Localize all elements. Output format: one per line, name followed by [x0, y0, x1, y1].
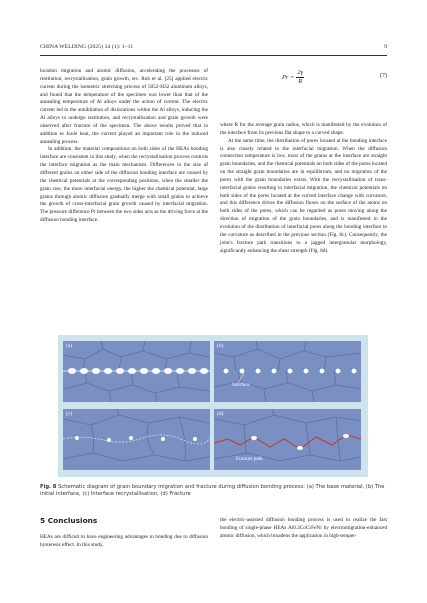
equation-fraction — [296, 69, 304, 86]
figure-8 — [58, 335, 368, 477]
journal-citation: CHINA WELDING (2025) 34 (1): 1–11 — [40, 44, 134, 50]
grain-structure-b — [214, 341, 361, 402]
paragraph: the electric-assisted diffusion bonding process is used to realize the fast bonding of single-phase HEAs Al0.3CoCrFeNi by electromigration-enhanced atomic diffusion, which broadens the application in high-temper- — [220, 517, 387, 539]
equation-numerator: 2γ — [297, 69, 304, 76]
fracture-path-annotation: Fracture path — [236, 457, 263, 462]
equation-body — [282, 69, 304, 86]
caption-label: Fig. 8 — [40, 484, 57, 490]
conclusions-right — [220, 517, 387, 541]
equation-denominator: R — [298, 78, 303, 85]
interface-annotation: Interface — [232, 383, 250, 388]
panel-label: (c) — [66, 411, 73, 417]
header-rule — [40, 55, 387, 56]
page-header — [40, 44, 387, 54]
panel-a — [63, 341, 210, 402]
paragraph: where R for the average grain radius, which is manifested by the evolution of the interface from its previous flat shape to a curved shape. — [220, 122, 387, 136]
caption-text: Schematic diagram of grain boundary migration and fracture during diffusion bonding process: (a) The base material, (b) The initial interface, (c) Interface recrystallisation, (d) Fracture — [40, 484, 385, 498]
section-heading: 5 Conclusions — [40, 516, 98, 525]
panel-b — [214, 341, 361, 402]
grain-structure-c — [63, 409, 210, 470]
left-column — [40, 68, 208, 225]
grain-structure-a — [63, 341, 210, 402]
page-number: 9 — [384, 44, 387, 50]
paragraph: At the same time, the distribution of pores located at the bonding interface is also closely related to the interfacial migration. When the diffusion connection temperature is low, most of the grains at the interface are straight grain boundaries, and the chemical potentials on both sides of the pores located on the straight grain boundaries are in equilibrium, and no migration of the pores with the grain boundaries exists. With the recrystallisation of trans-interfacial grains resulting in interfacial migration, the chemical potentials on both sides of the pores located at the curved interface change with curvature, and this difference drives the diffusion fluxes on the surface of the atoms on both sides of the pores, which can be regarded as pores moving along the direction of migration of the grain boundaries, and is manifested in the evolution of the distribution of interfacial pores along the bonding interface to the curvature as described in the previous section (Fig. 8c). Consequently, the joint's fracture path transitions to a jagged intergranular morphology, significantly enhancing the shear strength (Fig. 8d). — [220, 137, 387, 254]
panel-label: (b) — [217, 343, 224, 349]
equation-lhs: Pr = — [282, 74, 295, 81]
conclusions-left — [40, 534, 208, 550]
paragraph: In addition, the material compositions on both sides of the HEAs bonding interface are consistent in this study, when the recrystallisation process controls the interface migration as the main mechanism. Differences in the size of different grains on either side of the diffusion bonding interface are caused by the chemical potentials at the corresponding positions, when the smaller the grain size, the more interfacial energy, the higher the chemical potential, large grains through atomic diffusion gradually merge with small grains to achieve the growth of cross-interfacial grain growth caused by interfacial migration. The pressure difference Pr between the two sides acts as the driving force at the diffusion bonding interface. — [40, 146, 208, 224]
equation-7 — [220, 66, 387, 102]
paragraph: location migration and atomic diffusion, accelerating the processes of restitution, recrystallisation, grain growth, etc. Roh et al. [25] applied electric current during the isometric stretching process of 5052-H32 aluminum alloys, and found that the temperature of the specimen was lower than that of the annealing temperature of Al alloys under the action of current. The electric current led to the annihilation of dislocations within the Al alloys, inducing the Al alloys to undergo restitution, and recrystallisation and grain growth were observed after fracture of the specimen. The above results proved that in addition to Joule heat, the current played an important role in the induced annealing process. — [40, 68, 208, 145]
paragraph: HEAs are difficult to have engineering advantages in bonding due to diffusion hysteresis effect. In this study, — [40, 534, 208, 548]
equation-number: (7) — [380, 73, 387, 79]
panel-label: (d) — [217, 411, 224, 417]
figure-caption — [40, 484, 387, 499]
panel-label: (a) — [66, 343, 73, 349]
panel-c — [63, 409, 210, 470]
right-column — [220, 122, 387, 255]
panel-d — [214, 409, 361, 470]
